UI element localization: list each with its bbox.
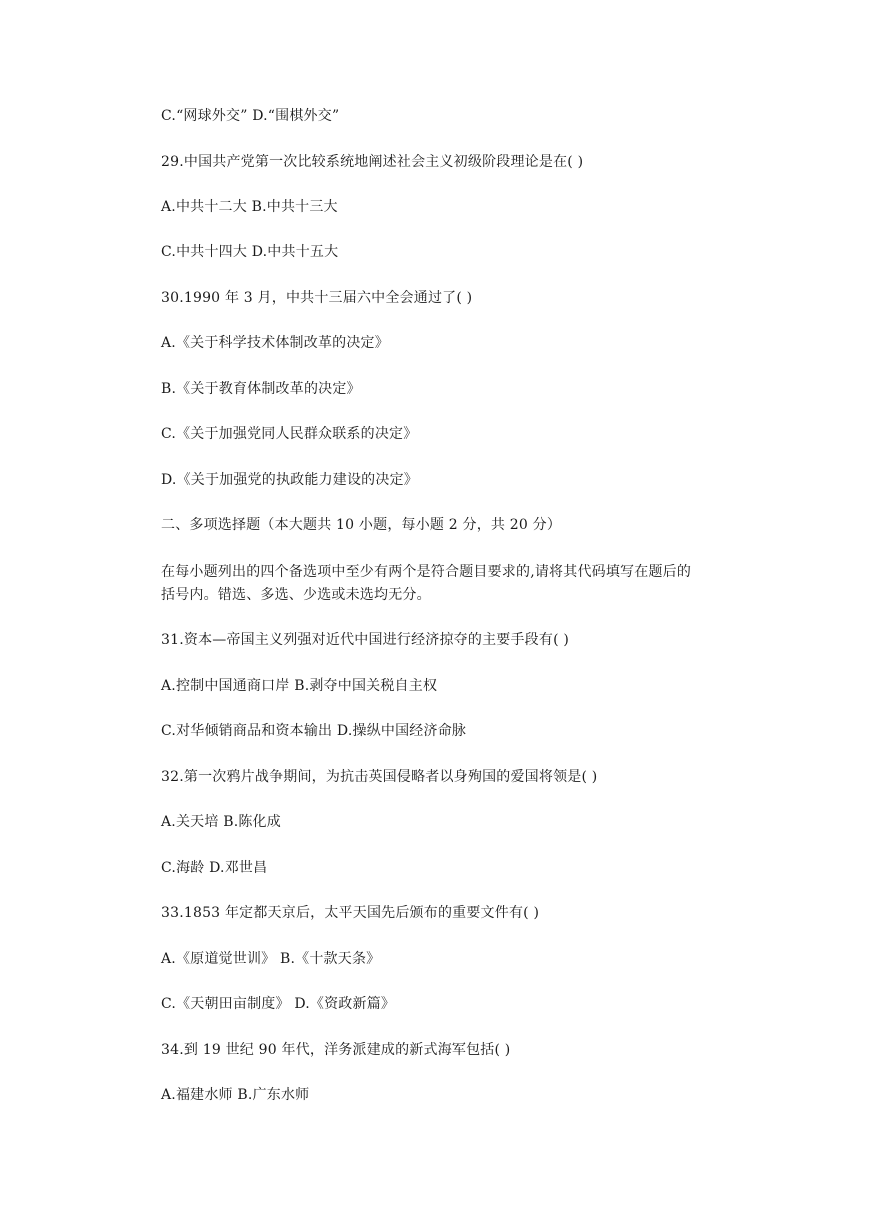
question-32: 32.第一次鸦片战争期间，为抗击英国侵略者以身殉国的爱国将领是( ) [161, 769, 598, 785]
question-33: 33.1853 年定都天京后，太平天国先后颁布的重要文件有( ) [161, 905, 540, 921]
option-line-33-cd: C.《天朝田亩制度》 D.《资政新篇》 [161, 996, 396, 1012]
instruction-line-1 [161, 562, 691, 582]
question-29: 29.中国共产党第一次比较系统地阐述社会主义初级阶段理论是在( ) [161, 154, 584, 170]
option-line-32-cd: C.海龄 D.邓世昌 [161, 860, 268, 876]
option-line-33-ab: A.《原道觉世训》 B.《十款天条》 [161, 951, 381, 967]
instruction-text-1: 在每小题列出的四个备选项中至少有两个是符合题目要求的,请将其代码填写在题后的 [161, 564, 692, 580]
option-line-29-cd: C.中共十四大 D.中共十五大 [161, 244, 339, 260]
option-line-29-ab: A.中共十二大 B.中共十三大 [161, 199, 338, 215]
option-line-31-cd: C.对华倾销商品和资本输出 D.操纵中国经济命脉 [161, 723, 467, 739]
option-line-28-cd: C.“网球外交” D.“围棋外交” [161, 108, 340, 124]
option-30-a: A.《关于科学技术体制改革的决定》 [161, 335, 389, 351]
option-line-31-ab: A.控制中国通商口岸 B.剥夺中国关税自主权 [161, 678, 438, 694]
option-30-d: D.《关于加强党的执政能力建设的决定》 [161, 472, 418, 488]
option-line-34-ab: A.福建水师 B.广东水师 [161, 1087, 310, 1103]
question-30: 30.1990 年 3 月，中共十三届六中全会通过了( ) [161, 290, 473, 306]
question-34: 34.到 19 世纪 90 年代，洋务派建成的新式海军包括( ) [161, 1042, 511, 1058]
option-30-b: B.《关于教育体制改革的决定》 [161, 381, 361, 397]
option-30-c: C.《关于加强党同人民群众联系的决定》 [161, 426, 418, 442]
option-line-32-ab: A.关天培 B.陈化成 [161, 814, 281, 830]
section-heading-multiple-choice: 二、多项选择题（本大题共 10 小题，每小题 2 分，共 20 分） [161, 517, 562, 533]
instruction-line-2: 括号内。错选、多选、少选或未选均无分。 [161, 587, 431, 603]
question-31: 31.资本—帝国主义列强对近代中国进行经济掠夺的主要手段有( ) [161, 632, 570, 648]
